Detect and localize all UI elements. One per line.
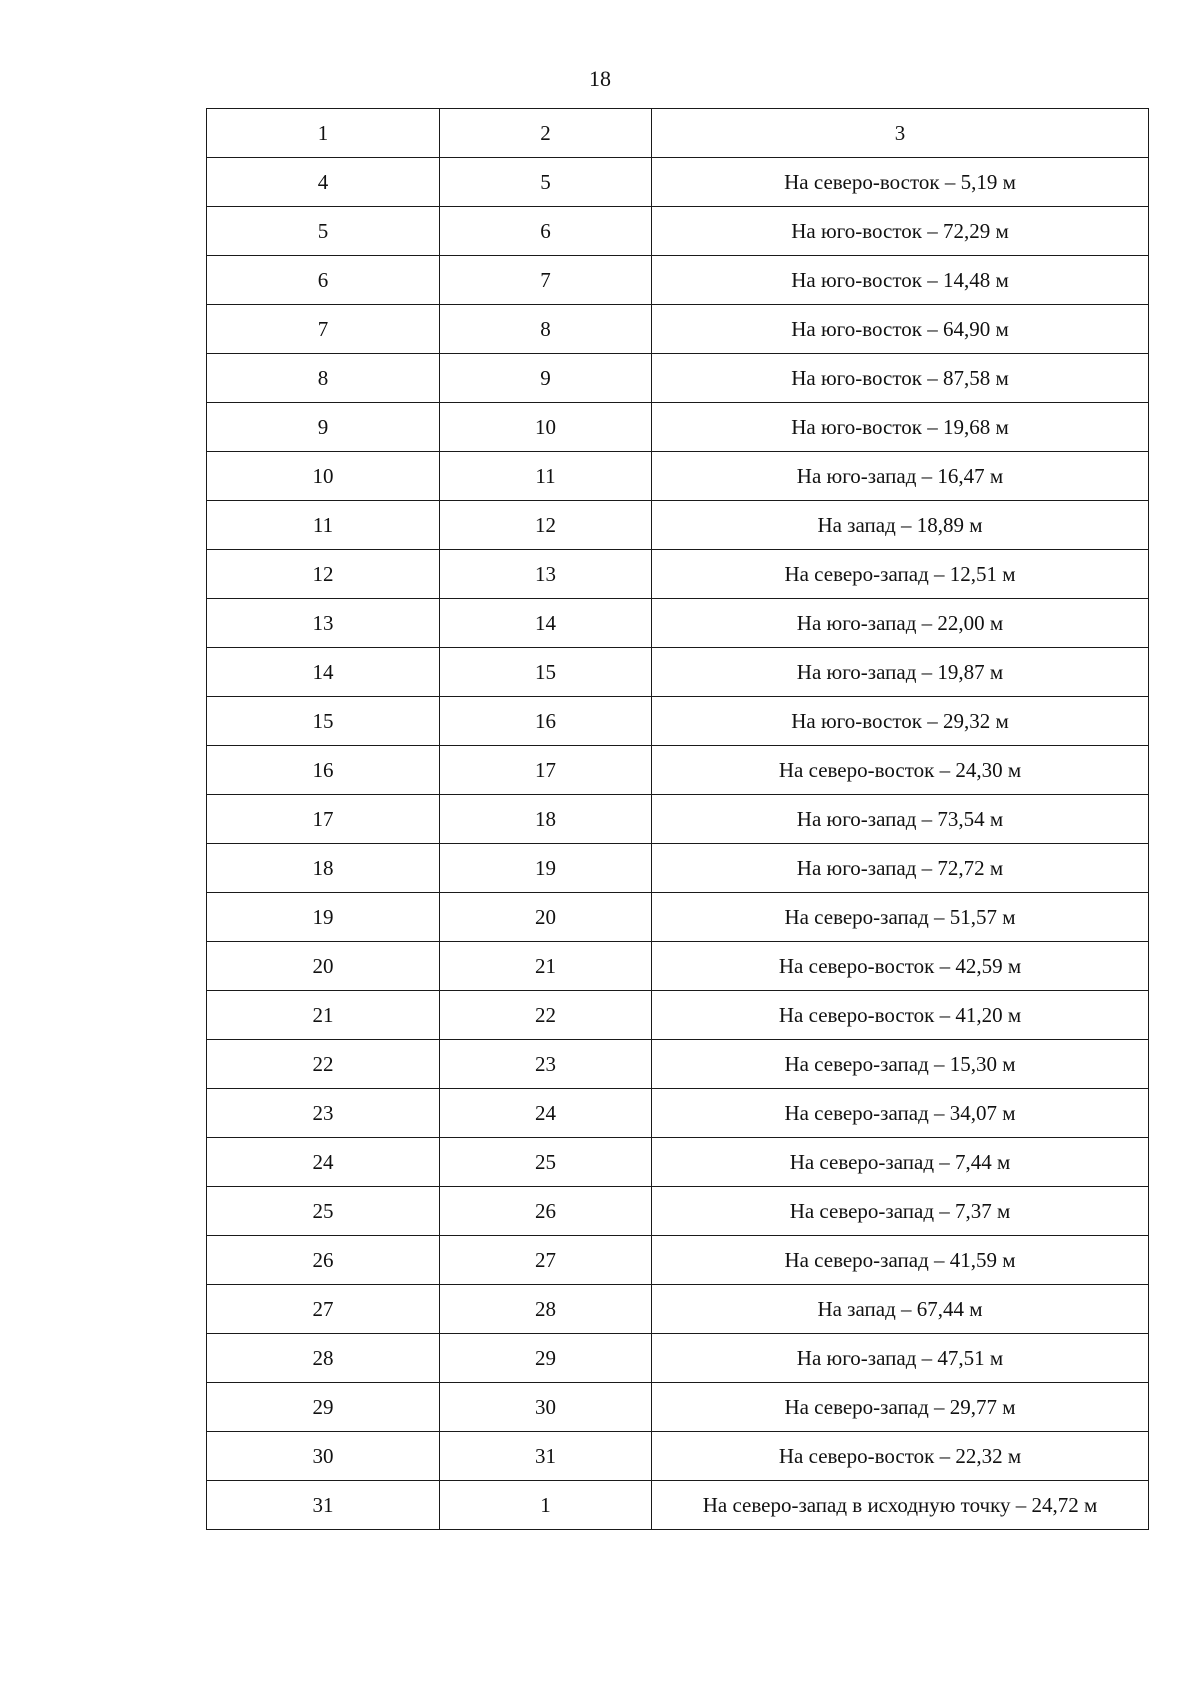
table-row	[207, 942, 1149, 991]
table-row	[207, 1236, 1149, 1285]
table-row	[207, 403, 1149, 452]
direction-distance-cell: На юго-восток – 29,32 м	[652, 697, 1149, 746]
to-point-cell: 1	[440, 1481, 652, 1530]
to-point-cell: 5	[440, 158, 652, 207]
table-row	[207, 648, 1149, 697]
from-point-cell: 23	[207, 1089, 440, 1138]
to-point-cell: 25	[440, 1138, 652, 1187]
table-row	[207, 1187, 1149, 1236]
direction-distance-cell: На юго-восток – 64,90 м	[652, 305, 1149, 354]
from-point-cell: 21	[207, 991, 440, 1040]
from-point-cell: 18	[207, 844, 440, 893]
table-body	[207, 109, 1149, 1530]
table-row	[207, 844, 1149, 893]
table-row	[207, 1432, 1149, 1481]
to-point-cell: 8	[440, 305, 652, 354]
direction-distance-cell: На северо-запад – 34,07 м	[652, 1089, 1149, 1138]
from-point-cell: 6	[207, 256, 440, 305]
direction-distance-cell: На северо-запад в исходную точку – 24,72 м	[652, 1481, 1149, 1530]
direction-distance-cell: На запад – 67,44 м	[652, 1285, 1149, 1334]
table-row	[207, 501, 1149, 550]
to-point-cell: 7	[440, 256, 652, 305]
from-point-cell: 4	[207, 158, 440, 207]
table-row	[207, 991, 1149, 1040]
direction-distance-cell: На юго-запад – 73,54 м	[652, 795, 1149, 844]
header-cell-col1: 1	[207, 109, 440, 158]
from-point-cell: 13	[207, 599, 440, 648]
from-point-cell: 17	[207, 795, 440, 844]
page-number: 18	[589, 66, 611, 91]
from-point-cell: 22	[207, 1040, 440, 1089]
to-point-cell: 23	[440, 1040, 652, 1089]
table-row	[207, 452, 1149, 501]
direction-distance-cell: На северо-запад – 29,77 м	[652, 1383, 1149, 1432]
to-point-cell: 20	[440, 893, 652, 942]
to-point-cell: 17	[440, 746, 652, 795]
from-point-cell: 8	[207, 354, 440, 403]
table-row	[207, 1040, 1149, 1089]
from-point-cell: 19	[207, 893, 440, 942]
direction-distance-cell: На северо-восток – 42,59 м	[652, 942, 1149, 991]
direction-distance-cell: На северо-восток – 5,19 м	[652, 158, 1149, 207]
to-point-cell: 6	[440, 207, 652, 256]
from-point-cell: 20	[207, 942, 440, 991]
table-row	[207, 305, 1149, 354]
from-point-cell: 27	[207, 1285, 440, 1334]
from-point-cell: 5	[207, 207, 440, 256]
direction-distance-cell: На юго-запад – 16,47 м	[652, 452, 1149, 501]
to-point-cell: 9	[440, 354, 652, 403]
table-row	[207, 1285, 1149, 1334]
to-point-cell: 27	[440, 1236, 652, 1285]
table-row	[207, 1138, 1149, 1187]
table-row	[207, 795, 1149, 844]
to-point-cell: 22	[440, 991, 652, 1040]
table-row	[207, 158, 1149, 207]
to-point-cell: 16	[440, 697, 652, 746]
direction-distance-cell: На юго-запад – 47,51 м	[652, 1334, 1149, 1383]
header-cell-col2: 2	[440, 109, 652, 158]
direction-distance-cell: На юго-восток – 72,29 м	[652, 207, 1149, 256]
direction-distance-cell: На северо-восток – 24,30 м	[652, 746, 1149, 795]
from-point-cell: 14	[207, 648, 440, 697]
direction-distance-cell: На юго-восток – 87,58 м	[652, 354, 1149, 403]
from-point-cell: 15	[207, 697, 440, 746]
from-point-cell: 9	[207, 403, 440, 452]
table-row	[207, 893, 1149, 942]
direction-distance-cell: На северо-восток – 41,20 м	[652, 991, 1149, 1040]
direction-distance-cell: На юго-восток – 19,68 м	[652, 403, 1149, 452]
table-row	[207, 1334, 1149, 1383]
table-row	[207, 1383, 1149, 1432]
direction-distance-cell: На северо-запад – 12,51 м	[652, 550, 1149, 599]
direction-distance-cell: На северо-запад – 41,59 м	[652, 1236, 1149, 1285]
from-point-cell: 11	[207, 501, 440, 550]
from-point-cell: 30	[207, 1432, 440, 1481]
to-point-cell: 30	[440, 1383, 652, 1432]
to-point-cell: 10	[440, 403, 652, 452]
direction-distance-cell: На северо-запад – 7,44 м	[652, 1138, 1149, 1187]
from-point-cell: 31	[207, 1481, 440, 1530]
from-point-cell: 28	[207, 1334, 440, 1383]
from-point-cell: 10	[207, 452, 440, 501]
to-point-cell: 15	[440, 648, 652, 697]
table-row	[207, 550, 1149, 599]
direction-distance-cell: На юго-запад – 22,00 м	[652, 599, 1149, 648]
to-point-cell: 24	[440, 1089, 652, 1138]
table-row	[207, 599, 1149, 648]
from-point-cell: 26	[207, 1236, 440, 1285]
direction-distance-cell: На юго-запад – 72,72 м	[652, 844, 1149, 893]
direction-distance-cell: На юго-запад – 19,87 м	[652, 648, 1149, 697]
to-point-cell: 31	[440, 1432, 652, 1481]
from-point-cell: 24	[207, 1138, 440, 1187]
to-point-cell: 11	[440, 452, 652, 501]
table-row	[207, 1481, 1149, 1530]
direction-distance-cell: На юго-восток – 14,48 м	[652, 256, 1149, 305]
boundary-table	[206, 108, 1149, 1530]
from-point-cell: 7	[207, 305, 440, 354]
to-point-cell: 13	[440, 550, 652, 599]
to-point-cell: 21	[440, 942, 652, 991]
table-row	[207, 207, 1149, 256]
from-point-cell: 12	[207, 550, 440, 599]
to-point-cell: 29	[440, 1334, 652, 1383]
to-point-cell: 14	[440, 599, 652, 648]
to-point-cell: 18	[440, 795, 652, 844]
to-point-cell: 28	[440, 1285, 652, 1334]
from-point-cell: 25	[207, 1187, 440, 1236]
to-point-cell: 12	[440, 501, 652, 550]
direction-distance-cell: На северо-восток – 22,32 м	[652, 1432, 1149, 1481]
direction-distance-cell: На северо-запад – 51,57 м	[652, 893, 1149, 942]
table-row	[207, 697, 1149, 746]
table-row	[207, 1089, 1149, 1138]
header-cell-col3: 3	[652, 109, 1149, 158]
table-header-row	[207, 109, 1149, 158]
table-row	[207, 354, 1149, 403]
table-row	[207, 256, 1149, 305]
table-row	[207, 746, 1149, 795]
from-point-cell: 29	[207, 1383, 440, 1432]
from-point-cell: 16	[207, 746, 440, 795]
direction-distance-cell: На северо-запад – 15,30 м	[652, 1040, 1149, 1089]
direction-distance-cell: На северо-запад – 7,37 м	[652, 1187, 1149, 1236]
to-point-cell: 19	[440, 844, 652, 893]
to-point-cell: 26	[440, 1187, 652, 1236]
direction-distance-cell: На запад – 18,89 м	[652, 501, 1149, 550]
